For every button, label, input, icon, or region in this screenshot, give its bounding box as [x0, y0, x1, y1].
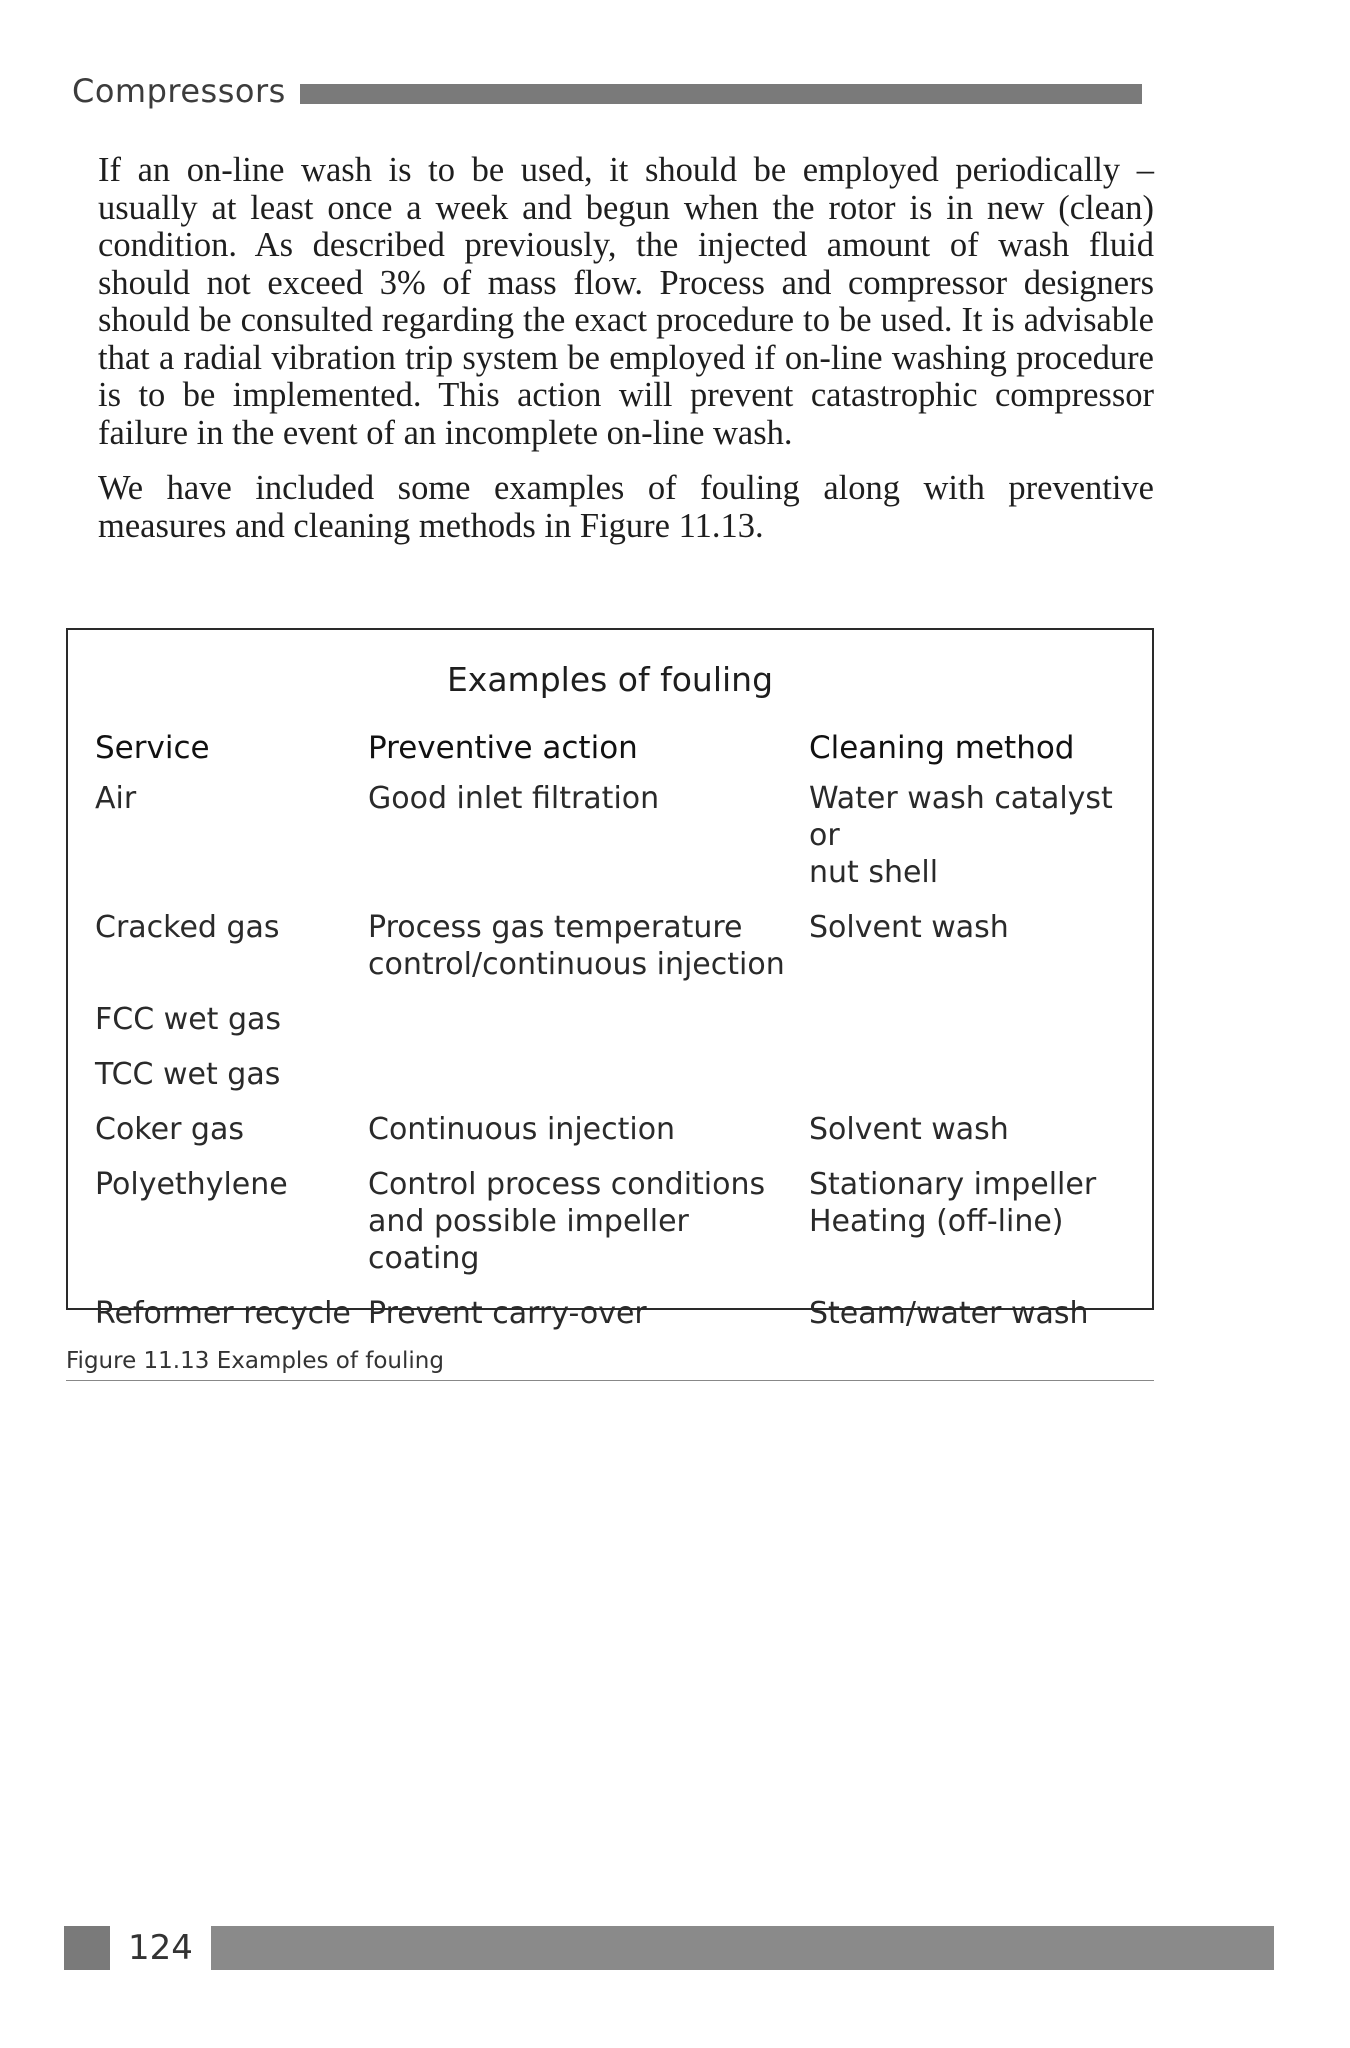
cell-line: and possible impeller coating	[368, 1204, 689, 1276]
cell-line: Control process conditions	[368, 1167, 766, 1202]
cell-cleaning-method	[809, 1001, 1135, 1056]
figure-caption: Figure 11.13 Examples of fouling	[66, 1348, 1154, 1381]
cell-line: nut shell	[809, 855, 939, 890]
cell-service: Reformer recycle	[95, 1296, 351, 1331]
cell-preventive-action	[368, 1001, 809, 1056]
cell-service: Cracked gas	[95, 910, 280, 945]
cell-line: Prevent carry-over	[368, 1296, 647, 1331]
table-row	[95, 1166, 1135, 1295]
cell-preventive-action	[368, 1295, 809, 1350]
cell-line: Solvent wash	[809, 910, 1009, 945]
paragraph: If an on-line wash is to be used, it should be employed periodically – usually at least once a week and begun when the rotor is in new (clean) condition. As described previously, the injected amount of wash fluid should not exceed 3% of mass flow. Process and compressor designers should be consulted regarding the exact procedure to be used. It is advisable that a radial vibration trip system be employed if on-line washing procedure is to be implemented. This action will prevent catastrophic compressor failure in the event of an incomplete on-line wash.	[98, 151, 1154, 452]
cell-cleaning-method	[809, 780, 1135, 909]
running-title: Compressors	[72, 72, 286, 110]
cell-cleaning-method	[809, 909, 1135, 1001]
figure-box	[66, 628, 1154, 1331]
cell-service: Polyethylene	[95, 1167, 288, 1202]
cell-line: Heating (off-line)	[809, 1204, 1064, 1239]
cell-line: Steam/water wash	[809, 1296, 1089, 1331]
cell-cleaning-method	[809, 1166, 1135, 1295]
fouling-table	[95, 730, 1135, 1350]
table-row	[95, 1295, 1135, 1350]
cell-line: Good inlet filtration	[368, 781, 660, 816]
table-row	[95, 1001, 1135, 1056]
body-text	[98, 152, 1154, 563]
cell-preventive-action	[368, 1111, 809, 1166]
cell-service: Coker gas	[95, 1112, 244, 1147]
cell-line: Stationary impeller	[809, 1167, 1097, 1202]
column-header-service: Service	[95, 730, 210, 766]
table-row	[95, 1111, 1135, 1166]
cell-preventive-action	[368, 909, 809, 1001]
column-header-cleaning-method: Cleaning method	[809, 730, 1075, 766]
table-header-row	[95, 730, 1135, 780]
cell-cleaning-method	[809, 1295, 1135, 1350]
table-row	[95, 909, 1135, 1001]
cell-line: Solvent wash	[809, 1112, 1009, 1147]
page-footer	[64, 1926, 1274, 1970]
header-rule	[300, 84, 1142, 104]
column-header-preventive-action: Preventive action	[368, 730, 638, 766]
cell-line: Water wash catalyst or	[809, 781, 1113, 853]
cell-preventive-action	[368, 1166, 809, 1295]
cell-preventive-action	[368, 780, 809, 909]
page-number: 124	[128, 1928, 193, 1968]
cell-service: TCC wet gas	[95, 1057, 281, 1092]
cell-line: Process gas temperature	[368, 910, 743, 945]
figure-title: Examples of fouling	[446, 660, 774, 699]
footer-block	[64, 1926, 110, 1970]
cell-preventive-action	[368, 1056, 809, 1111]
cell-line: control/continuous injection	[368, 947, 785, 982]
cell-service: Air	[95, 781, 137, 816]
table-row	[95, 1056, 1135, 1111]
cell-line: Continuous injection	[368, 1112, 676, 1147]
cell-cleaning-method	[809, 1111, 1135, 1166]
table-row	[95, 780, 1135, 909]
running-header	[72, 66, 1142, 116]
paragraph: We have included some examples of fouling along with preventive measures and cleaning methods in Figure 11.13.	[98, 469, 1154, 545]
cell-cleaning-method	[809, 1056, 1135, 1111]
footer-bar	[211, 1926, 1274, 1970]
cell-service: FCC wet gas	[95, 1002, 282, 1037]
